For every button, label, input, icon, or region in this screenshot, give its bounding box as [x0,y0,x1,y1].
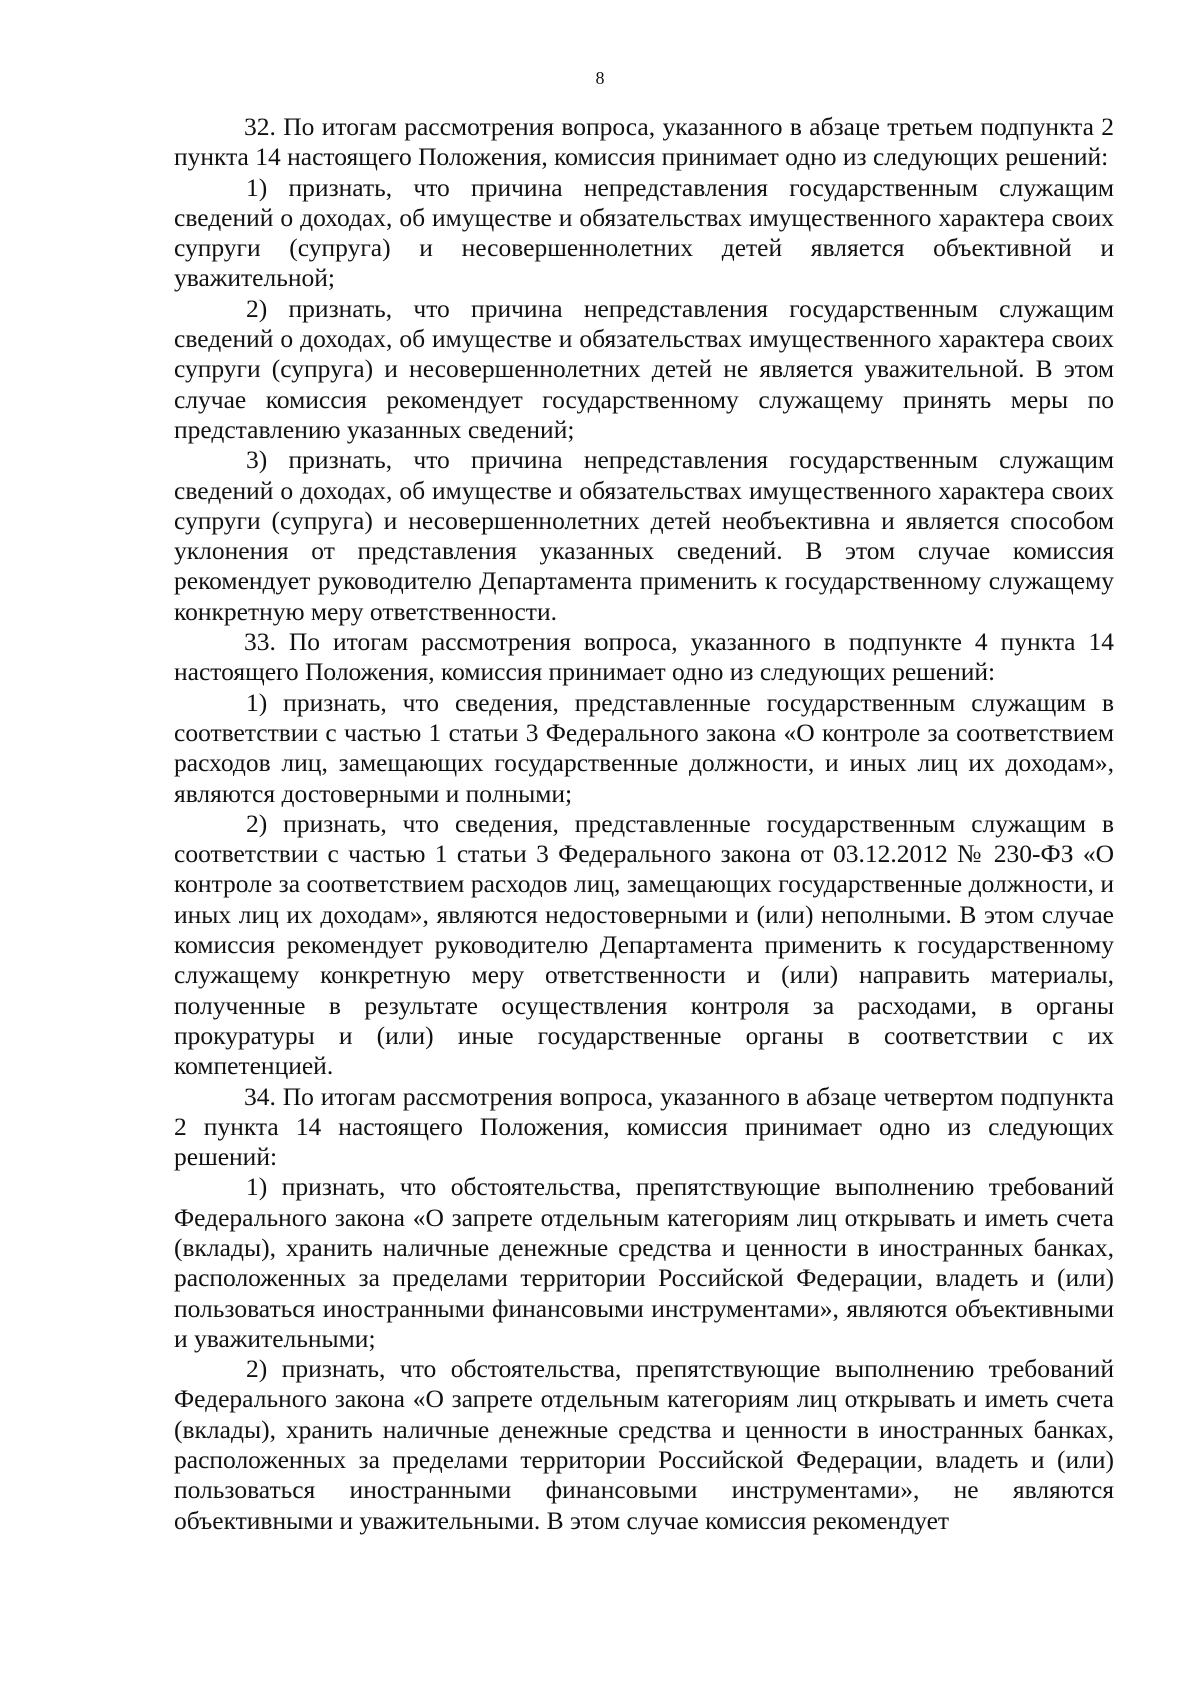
paragraph-32: 32. По итогам рассмотрения вопроса, указанного в абзаце третьем подпункта 2 пункта 14 настоящего Положения, комиссия принимает одно из следующих решений: [174,112,1114,172]
paragraph-33: 33. По итогам рассмотрения вопроса, указанного в подпункте 4 пункта 14 настоящего Положения, комиссия принимает одно из следующих решений: [174,627,1114,687]
paragraph-34: 34. По итогам рассмотрения вопроса, указанного в абзаце четвертом подпункта 2 пункта 14 настоящего Положения, комиссия принимает одно из следующих решений: [174,1081,1114,1172]
paragraph-32-item-3: 3) признать, что причина непредставления государственным служащим сведений о доходах, об имуществе и обязательствах имущественного характера своих супруги (супруга) и несовершеннолетних детей необъективна и является способом уклонения от представления указанных сведений. В этом случае комиссия рекомендует руководителю Департамента применить к государственному служащему конкретную меру ответственности. [174,445,1114,626]
paragraph-33-item-1: 1) признать, что сведения, представленные государственным служащим в соответствии с частью 1 статьи 3 Федерального закона «О контроле за соответствием расходов лиц, замещающих государственные должности, и иных лиц их доходам», являются достоверными и полными; [174,687,1114,808]
paragraph-34-item-2: 2) признать, что обстоятельства, препятствующие выполнению требований Федерального закона «О запрете отдельным категориям лиц открывать и иметь счета (вклады), хранить наличные денежные средства и ценности в иностранных банках, расположенных за пределами территории Российской Федерации, владеть и (или) пользоваться иностранными финансовыми инструментами», не являются объективными и уважительными. В этом случае комиссия рекомендует [174,1354,1114,1535]
paragraph-32-item-1: 1) признать, что причина непредставления государственным служащим сведений о доходах, об имуществе и обязательствах имущественного характера своих супруги (супруга) и несовершеннолетних детей является объективной и уважительной; [174,172,1114,293]
paragraph-34-item-1: 1) признать, что обстоятельства, препятствующие выполнению требований Федерального закона «О запрете отдельным категориям лиц открывать и иметь счета (вклады), хранить наличные денежные средства и ценности в иностранных банках, расположенных за пределами территории Российской Федерации, владеть и (или) пользоваться иностранными финансовыми инструментами», являются объективными и уважительными; [174,1172,1114,1353]
document-body [174,112,1114,1536]
paragraph-33-item-2: 2) признать, что сведения, представленные государственным служащим в соответствии с частью 1 статьи 3 Федерального закона от 03.12.2012 № 230-ФЗ «О контроле за соответствием расходов лиц, замещающих государственные должности, и иных лиц их доходам», являются недостоверными и (или) неполными. В этом случае комиссия рекомендует руководителю Департамента применить к государственному служащему конкретную меру ответственности и (или) направить материалы, полученные в результате осуществления контроля за расходами, в органы прокуратуры и (или) иные государственные органы в соответствии с их компетенцией. [174,808,1114,1081]
paragraph-32-item-2: 2) признать, что причина непредставления государственным служащим сведений о доходах, об имуществе и обязательствах имущественного характера своих супруги (супруга) и несовершеннолетних детей не является уважительной. В этом случае комиссия рекомендует государственному служащему принять меры по представлению указанных сведений; [174,293,1114,444]
page-number: 8 [595,68,605,88]
